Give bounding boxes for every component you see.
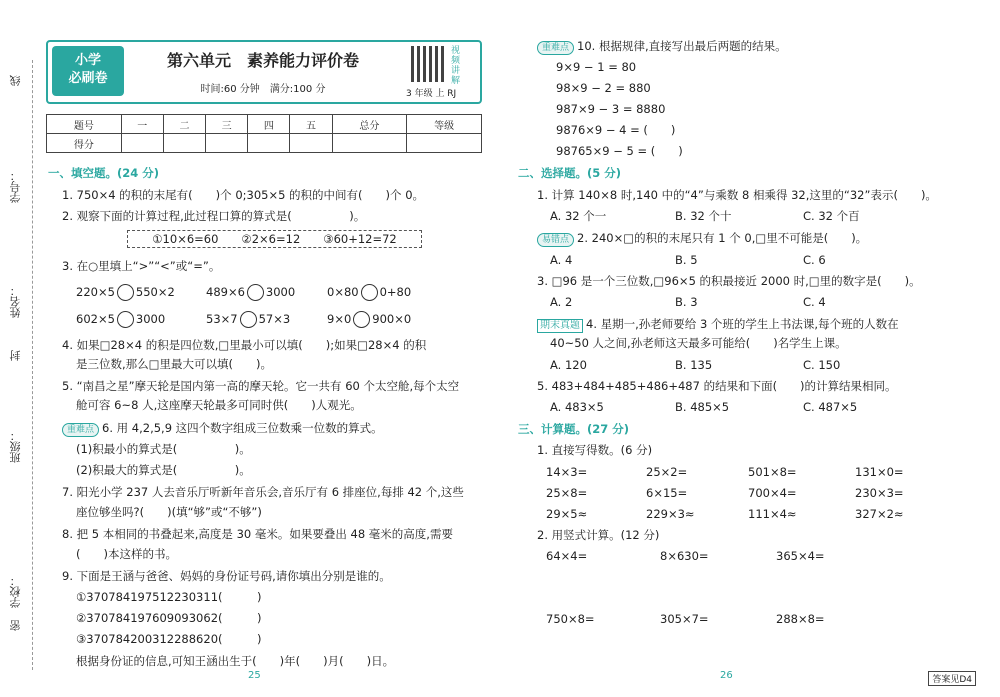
question-1-5b: 舱可容 6~8 人,这座摩天轮最多可同时供( )人观光。: [76, 398, 362, 412]
oral-calc: 700×4=: [748, 486, 797, 500]
section2-title: 二、选择题。(5 分): [518, 166, 622, 180]
question-1-7a: 7. 阳光小学 237 人去音乐厅听新年音乐会,音乐厅有 6 排座位,每排 42 个,这些: [62, 485, 464, 499]
question-1-6: [62, 420, 383, 437]
option-c[interactable]: C. 6: [803, 253, 826, 267]
sidebar-name: 姓名：: [9, 285, 22, 318]
score-table-score-row: [47, 134, 482, 153]
oral-calc: 230×3=: [855, 486, 904, 500]
difficulty-tag: 重难点: [537, 41, 574, 55]
question-1-4a: 4. 如果□28×4 的积是四位数,□里最小可以填( );如果□28×4 的积: [62, 338, 427, 352]
id-number: ②370784197609093062( ): [76, 611, 262, 625]
score-input-cell[interactable]: [206, 134, 248, 153]
id-number: ①370784197512230311( ): [76, 590, 262, 604]
question-2-3: 3. □96 是一个三位数,□96×5 的积最接近 2000 时,□里的数字是( )。: [537, 274, 921, 288]
section3-title: 三、计算题。(27 分): [518, 422, 630, 436]
option-a[interactable]: A. 4: [550, 253, 573, 267]
sidebar-school: 学校：: [9, 575, 22, 608]
score-table: [46, 114, 482, 153]
compare-item: [206, 311, 290, 328]
score-input-cell[interactable]: [407, 134, 482, 153]
sidebar-class: 班级：: [9, 430, 22, 463]
option-c[interactable]: C. 4: [803, 295, 826, 309]
logo-line2: 必刷卷: [68, 71, 108, 86]
page-number-right: 26: [720, 670, 733, 681]
compare-right: 550×2: [135, 285, 175, 299]
page-number-left: 25: [248, 670, 261, 681]
calculation-steps: ①10×6=60 ②2×6=12 ③60+12=72: [127, 230, 422, 248]
question-2-2-text: 2. 240×□的积的末尾只有 1 个 0,□里不可能是( )。: [577, 231, 868, 245]
oral-calc: 25×2=: [646, 465, 688, 479]
qr-code-icon: [411, 46, 447, 82]
column-calc: 365×4=: [776, 549, 825, 563]
compare-circle[interactable]: [247, 284, 264, 301]
difficulty-tag: 易错点: [537, 233, 574, 247]
question-2-1: 1. 计算 140×8 时,140 中的“4”与乘数 8 相乘得 32,这里的“32”表示( )。: [537, 188, 937, 202]
question-2-4-text: 4. 星期一,孙老师要给 3 个班的学生上书法课,每个班的人数在: [586, 317, 899, 331]
oral-calc: 29×5≈: [546, 507, 588, 521]
compare-right: 57×3: [258, 312, 291, 326]
qr-label: 视频讲解: [451, 46, 461, 86]
compare-left: 9×0: [327, 312, 352, 326]
column-calc: 305×7=: [660, 612, 709, 626]
sidebar-seal: 封: [9, 350, 22, 361]
paper-time-score: 时间:60 分钟 满分:100 分: [200, 84, 326, 95]
oral-calc: 327×2≈: [855, 507, 904, 521]
score-cell: 四: [248, 115, 290, 134]
score-input-cell[interactable]: [332, 134, 407, 153]
logo-line1: 小学: [74, 53, 101, 68]
difficulty-tag: 重难点: [62, 423, 99, 437]
score-cell: 一: [121, 115, 163, 134]
compare-item: [327, 284, 411, 301]
compare-item: [76, 284, 175, 301]
option-a[interactable]: A. 120: [550, 358, 587, 372]
compare-item: [76, 311, 165, 328]
compare-item: [206, 284, 295, 301]
sidebar-student-no: 学号：: [9, 170, 22, 203]
compare-circle[interactable]: [361, 284, 378, 301]
option-a[interactable]: A. 2: [550, 295, 573, 309]
question-1-9-end: 根据身份证的信息,可知王涵出生于( )年( )月( )日。: [76, 654, 395, 668]
question-1-9: 9. 下面是王涵与爸爸、妈妈的身份证号码,请你填出分别是谁的。: [62, 569, 391, 583]
pattern-line: 98×9 − 2 = 880: [556, 81, 651, 95]
oral-calc: 229×3≈: [646, 507, 695, 521]
sidebar-line-label: 线: [9, 75, 22, 86]
question-1-6-1: (1)积最小的算式是( )。: [76, 442, 251, 456]
question-10: [537, 38, 787, 55]
score-cell: 二: [163, 115, 205, 134]
question-1-1: 1. 750×4 的积的末尾有( )个 0;305×5 的积的中间有( )个 0。: [62, 188, 425, 202]
id-number: ③370784200312288620( ): [76, 632, 262, 646]
option-b[interactable]: B. 3: [675, 295, 698, 309]
question-1-4b: 是三位数,那么□里最大可以填( )。: [76, 357, 272, 371]
compare-left: 220×5: [76, 285, 115, 299]
column-calc: 8×630=: [660, 549, 709, 563]
column-calc: 64×4=: [546, 549, 588, 563]
oral-calc: 501×8=: [748, 465, 797, 479]
question-1-8b: ( )本这样的书。: [76, 547, 177, 561]
compare-right: 3000: [135, 312, 166, 326]
section1-title: 一、填空题。(24 分): [48, 166, 160, 180]
compare-circle[interactable]: [353, 311, 370, 328]
compare-left: 602×5: [76, 312, 115, 326]
question-3-2: 2. 用竖式计算。(12 分): [537, 528, 660, 542]
pattern-line: 9×9 − 1 = 80: [556, 60, 637, 74]
compare-left: 0×80: [327, 285, 359, 299]
answer-reference: 答案见D4: [928, 671, 976, 686]
oral-calc: 14×3=: [546, 465, 588, 479]
option-c[interactable]: C. 487×5: [803, 400, 858, 414]
oral-calc: 25×8=: [546, 486, 588, 500]
oral-calc: 131×0=: [855, 465, 904, 479]
question-3-1: 1. 直接写得数。(6 分): [537, 443, 653, 457]
question-1-7b: 座位够坐吗?( )(填“够”或“不够”): [76, 505, 262, 519]
compare-circle[interactable]: [240, 311, 257, 328]
compare-item: [327, 311, 411, 328]
score-input-cell[interactable]: [290, 134, 332, 153]
compare-right: 3000: [265, 285, 296, 299]
compare-circle[interactable]: [117, 284, 134, 301]
option-b[interactable]: B. 32 个十: [675, 209, 732, 223]
score-input-cell[interactable]: [248, 134, 290, 153]
score-cell: 五: [290, 115, 332, 134]
question-2-4b: 40~50 人之间,孙老师这天最多可能给( )名学生上课。: [550, 336, 847, 350]
compare-right: 900×0: [372, 312, 412, 326]
question-1-8a: 8. 把 5 本相同的书叠起来,高度是 30 毫米。如果要叠出 48 毫米的高度,需要: [62, 527, 453, 541]
option-b[interactable]: B. 485×5: [675, 400, 730, 414]
oral-calc: 6×15=: [646, 486, 688, 500]
score-input-cell[interactable]: [163, 134, 205, 153]
score-cell: 总分: [332, 115, 407, 134]
option-b[interactable]: B. 5: [675, 253, 698, 267]
pattern-line: 987×9 − 3 = 8880: [556, 102, 666, 116]
question-1-6-2: (2)积最大的算式是( )。: [76, 463, 251, 477]
sidebar-seal2: 密: [9, 620, 22, 631]
score-table-header-row: [47, 115, 482, 134]
option-c[interactable]: C. 150: [803, 358, 841, 372]
question-2-5: 5. 483+484+485+486+487 的结果和下面( )的计算结果相同。: [537, 379, 897, 393]
score-cell: 题号: [47, 115, 122, 134]
question-1-5a: 5. “南昌之星”摩天轮是国内第一高的摩天轮。它一共有 60 个太空舱,每个太空: [62, 379, 460, 393]
pattern-line: 98765×9 − 5 = ( ): [556, 144, 683, 158]
grade-label: 3 年级 上 RJ: [406, 89, 457, 99]
question-1-6-text: 6. 用 4,2,5,9 这四个数字组成三位数乘一位数的算式。: [102, 421, 383, 435]
paper-title: 第六单元 素养能力评价卷: [166, 51, 359, 70]
compare-left: 489×6: [206, 285, 245, 299]
option-a[interactable]: A. 32 个一: [550, 209, 607, 223]
column-calc: 750×8=: [546, 612, 595, 626]
option-a[interactable]: A. 483×5: [550, 400, 604, 414]
question-1-2: 2. 观察下面的计算过程,此过程口算的算式是( )。: [62, 209, 366, 223]
option-c[interactable]: C. 32 个百: [803, 209, 860, 223]
cut-line: [32, 60, 33, 670]
option-b[interactable]: B. 135: [675, 358, 713, 372]
score-cell: 得分: [47, 134, 122, 153]
question-2-2: [537, 230, 867, 247]
question-10-text: 10. 根据规律,直接写出最后两题的结果。: [577, 39, 787, 53]
question-1-3: 3. 在○里填上“>”“<”或“=”。: [62, 259, 221, 273]
compare-left: 53×7: [206, 312, 238, 326]
question-2-4: [537, 316, 899, 333]
exam-tag: 期末真题: [537, 319, 583, 333]
column-calc: 288×8=: [776, 612, 825, 626]
paper-header: [46, 40, 482, 104]
score-cell: 三: [206, 115, 248, 134]
compare-circle[interactable]: [117, 311, 134, 328]
brand-logo: [52, 46, 124, 96]
compare-right: 0+80: [379, 285, 412, 299]
score-input-cell[interactable]: [121, 134, 163, 153]
score-cell: 等级: [407, 115, 482, 134]
pattern-line: 9876×9 − 4 = ( ): [556, 123, 676, 137]
oral-calc: 111×4≈: [748, 507, 797, 521]
